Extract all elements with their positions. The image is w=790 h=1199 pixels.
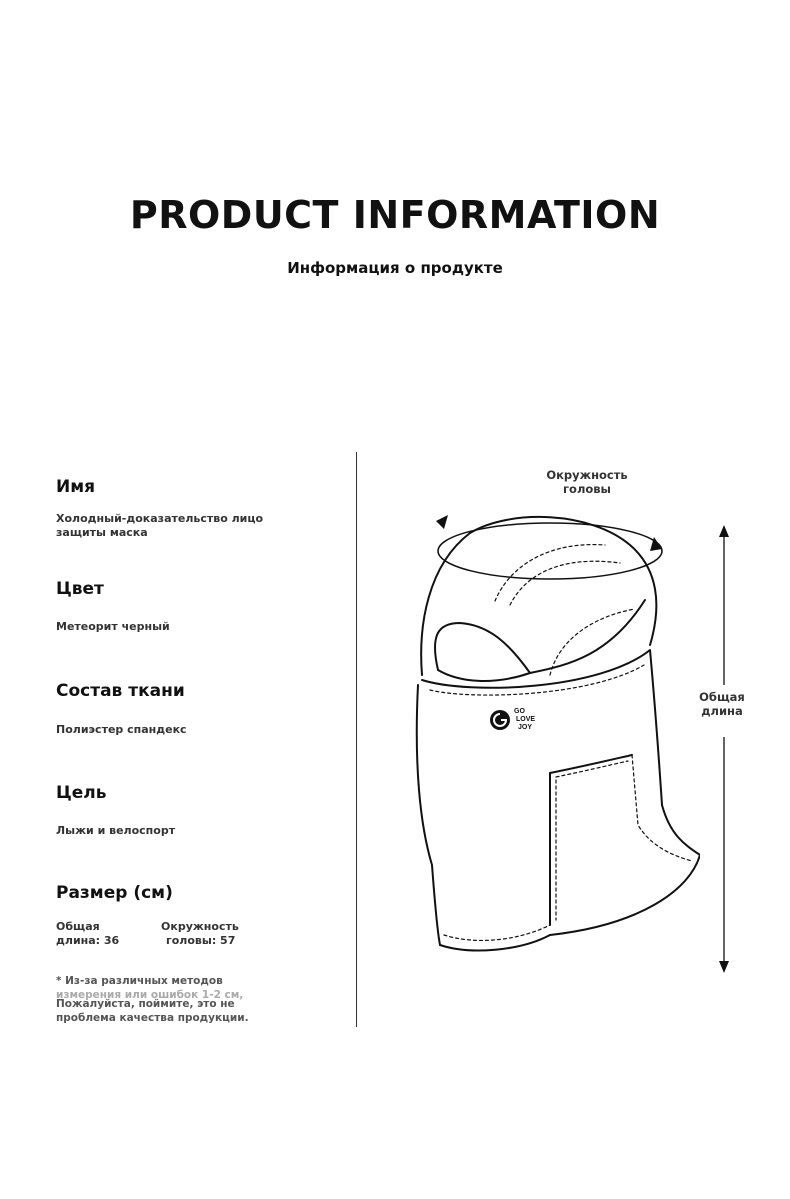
- purpose-value: Лыжи и велоспорт: [56, 824, 176, 837]
- size-label: Размер (см): [56, 883, 173, 903]
- total-length-line-2: длина: 36: [56, 934, 120, 947]
- note-line-4: проблема качества продукции.: [56, 1012, 249, 1024]
- name-label: Имя: [56, 477, 96, 497]
- color-value: Метеорит черный: [56, 620, 170, 633]
- circumference-line-1: Окружность: [546, 468, 628, 482]
- total-length-size: [56, 920, 166, 948]
- head-circ-line-2: головы: 57: [166, 934, 236, 947]
- name-value-line-1: Холодный-доказательство лицо: [56, 512, 264, 525]
- page-title: PRODUCT INFORMATION: [129, 193, 661, 237]
- length-line-1: Общая: [699, 690, 745, 704]
- balaclava-illustration: [400, 505, 700, 965]
- logo-text-joy: JOY: [518, 724, 533, 731]
- length-line-2: длина: [701, 704, 743, 718]
- total-length-line-1: Общая: [56, 920, 100, 933]
- name-value: [56, 512, 296, 540]
- brand-logo: [490, 708, 535, 731]
- fabric-label: Состав ткани: [56, 681, 185, 701]
- note-line-1: * Из-за различных методов: [56, 975, 223, 987]
- head-circumference-size: [161, 920, 271, 948]
- column-divider: [356, 452, 357, 1027]
- page-subtitle: Информация о продукте: [287, 259, 503, 277]
- note-line-2: измерения или ошибок 1-2 см,: [56, 989, 244, 1001]
- circumference-label: [532, 468, 642, 496]
- purpose-label: Цель: [56, 783, 107, 803]
- color-label: Цвет: [56, 579, 104, 599]
- length-arrow: [717, 525, 731, 975]
- measurement-note: [56, 974, 286, 1025]
- logo-text-love: LOVE: [516, 716, 536, 723]
- fabric-value: Полиэстер спандекс: [56, 723, 187, 736]
- circumference-line-2: головы: [563, 482, 611, 496]
- logo-text-go: GO: [514, 708, 525, 715]
- note-line-3: Пожалуйста, поймите, это не: [56, 998, 235, 1010]
- name-value-line-2: защиты маска: [56, 526, 148, 539]
- head-circ-line-1: Окружность: [161, 920, 239, 933]
